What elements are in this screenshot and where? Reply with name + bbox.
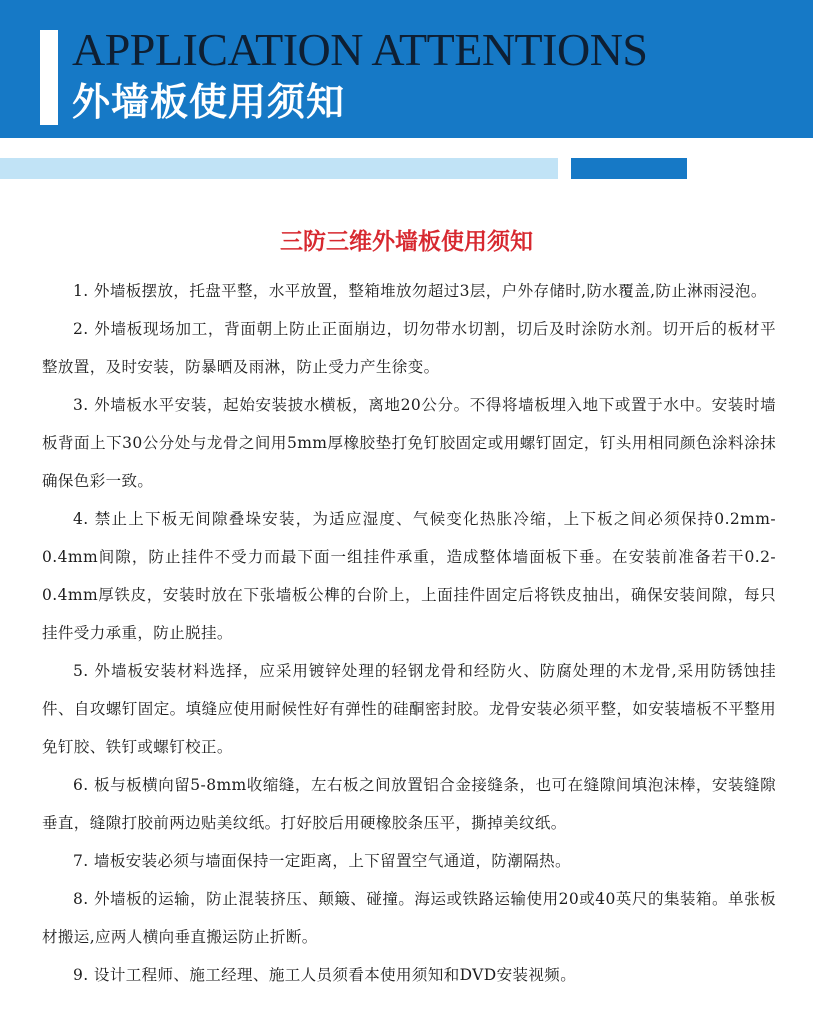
instruction-item-4: 4. 禁止上下板无间隙叠垛安装，为适应湿度、气候变化热胀冷缩，上下板之间必须保持0.2mm-0.4mm间隙，防止挂件不受力而最下面一组挂件承重，造成整体墙面板下垂。在安装前准备若干0.2-0.4mm厚铁皮，安装时放在下张墙板公榫的台阶上，上面挂件固定后将铁皮抽出，确保安装间隙，每只挂件受力承重，防止脱挂。 [42, 510, 776, 642]
instruction-item-5: 5. 外墙板安装材料选择，应采用镀锌处理的轻钢龙骨和经防火、防腐处理的木龙骨,采用防锈蚀挂件、自攻螺钉固定。填缝应使用耐候性好有弹性的硅酮密封胶。龙骨安装必须平整，如安装墙板不平整用免钉胶、铁钉或螺钉校正。 [42, 662, 776, 756]
instruction-item-2: 2. 外墙板现场加工，背面朝上防止正面崩边，切勿带水切割，切后及时涂防水剂。切开后的板材平整放置，及时安装，防暴晒及雨淋，防止受力产生徐变。 [42, 320, 776, 376]
document-title: 三防三维外墙板使用须知 [280, 229, 533, 255]
header-accent-bar [40, 30, 58, 125]
header-title-chinese: 外墙板使用须知 [72, 80, 346, 124]
instruction-item-3: 3. 外墙板水平安装，起始安装披水横板，离地20公分。不得将墙板埋入地下或置于水中。安装时墙板背面上下30公分处与龙骨之间用5mm厚橡胶垫打免钉胶固定或用螺钉固定，钉头用相同颜色涂料涂抹确保色彩一致。 [42, 396, 776, 490]
decorative-bar-light [0, 158, 558, 179]
instructions-list [42, 272, 776, 994]
instruction-item-8: 8. 外墙板的运输，防止混装挤压、颠簸、碰撞。海运或铁路运输使用20或40英尺的集装箱。单张板材搬运,应两人横向垂直搬运防止折断。 [42, 890, 776, 946]
instruction-item-7: 7. 墙板安装必须与墙面保持一定距离，上下留置空气通道，防潮隔热。 [73, 852, 571, 870]
header-banner [0, 0, 813, 138]
decorative-bar-dark [571, 158, 687, 179]
header-title-english: APPLICATION ATTENTIONS [72, 24, 648, 75]
instruction-item-6: 6. 板与板横向留5-8mm收缩缝，左右板之间放置铝合金接缝条，也可在缝隙间填泡沫棒，安装缝隙垂直，缝隙打胶前两边贴美纹纸。打好胶后用硬橡胶条压平，撕掉美纹纸。 [42, 776, 776, 832]
instruction-item-1: 1. 外墙板摆放，托盘平整，水平放置，整箱堆放勿超过3层，户外存储时,防水覆盖,防止淋雨浸泡。 [73, 282, 767, 300]
instruction-item-9: 9. 设计工程师、施工经理、施工人员须看本使用须知和DVD安装视频。 [73, 966, 577, 984]
